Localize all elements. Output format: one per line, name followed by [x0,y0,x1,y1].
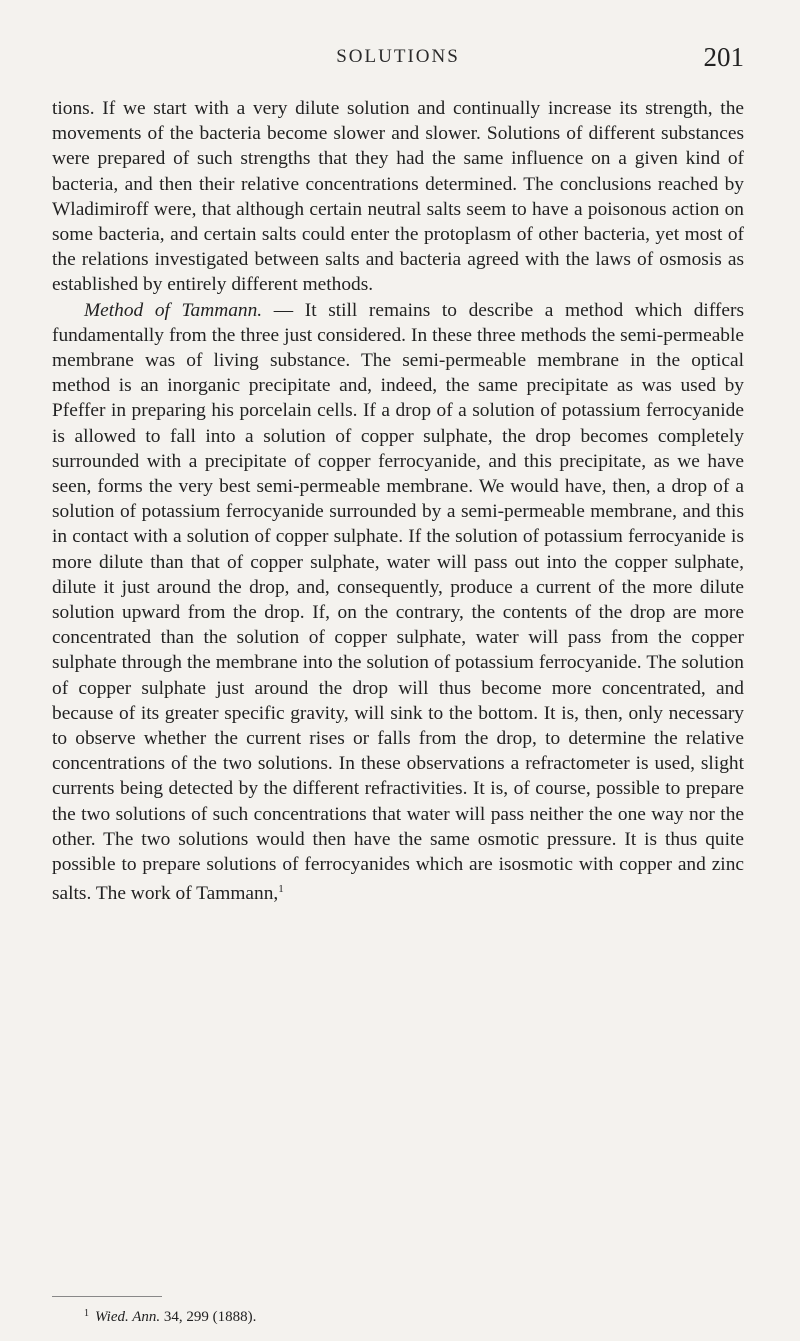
paragraph-method-of-tammann [52,298,744,907]
paragraph-continuation: tions. If we start with a very dilute solution and continually increase its strength, the movements of the bacteria become slower and slower. Solutions of different substances were prepared of such strengths that they had the same influence on a given kind of bacteria, and then their relative concentrations determined. The conclusions reached by Wladimiroff were, that although certain neutral salts seem to have a poisonous action on some bacteria, and certain salts could enter the protoplasm of other bacteria, yet most of the relations investigated between salts and bacteria agreed with the laws of osmosis as established by entirely different methods. [52,98,744,296]
running-head-title: SOLUTIONS [336,46,460,67]
page-number: 201 [703,42,744,72]
section-heading-method-of-tammann: Method of Tammann. [84,299,263,321]
footnote-reference: 1 [278,883,284,896]
footnote [84,1304,684,1327]
body-text [52,96,744,907]
running-head [52,42,744,76]
footnote-citation: 34, 299 (1888). [160,1309,257,1325]
paragraph-method-of-tammann-text: — It still remains to describe a method which differs fundamentally from the three just considered. In these three methods the semi-permeable membrane was of living substance. The semi-permeable membrane in the optical method is an inorganic precipitate and, indeed, the same precipitate as was used by Pfeffer in preparing his porcelain cells. If a drop of a solution of potassium ferrocyanide is allowed to fall into a solution of copper sulphate, the drop becomes completely surrounded with a precipitate of copper ferrocyanide, and this precipitate, as we have seen, forms the very best semi-permeable membrane. We would have, then, a drop of a solution of potassium ferrocyanide surrounded by a semi-permeable membrane, and this in contact with a solution of copper sulphate. If the solution of potassium ferrocyanide is more dilute than that of copper sulphate, water will pass out into the copper sulphate, dilute it just around the drop, and, consequently, produce a current of the more dilute solution upward from the drop. If, on the contrary, the contents of the drop are more concentrated than the solution of copper sulphate, water will pass from the copper sulphate through the membrane into the solution of potassium ferrocyanide. The solution of copper sulphate just around the drop will thus become more concentrated, and because of its greater specific gravity, will sink to the bottom. It is, then, only necessary to observe whether the current rises or falls from the drop, to determine the relative concentrations of the two solutions. In these observations a refractometer is used, slight currents being detected by the different refractivities. It is, of course, possible to prepare the two solutions of such concentrations that water will pass neither the one way nor the other. The two solutions would then have the same osmotic pressure. It is thus quite possible to prepare solutions of ferrocyanides which are isosmotic with copper and zinc salts. The work of Tammann, [52,299,744,905]
footnote-source: Wied. Ann. [95,1309,161,1325]
footnote-marker: 1 [84,1308,89,1319]
footnote-divider [52,1296,162,1297]
